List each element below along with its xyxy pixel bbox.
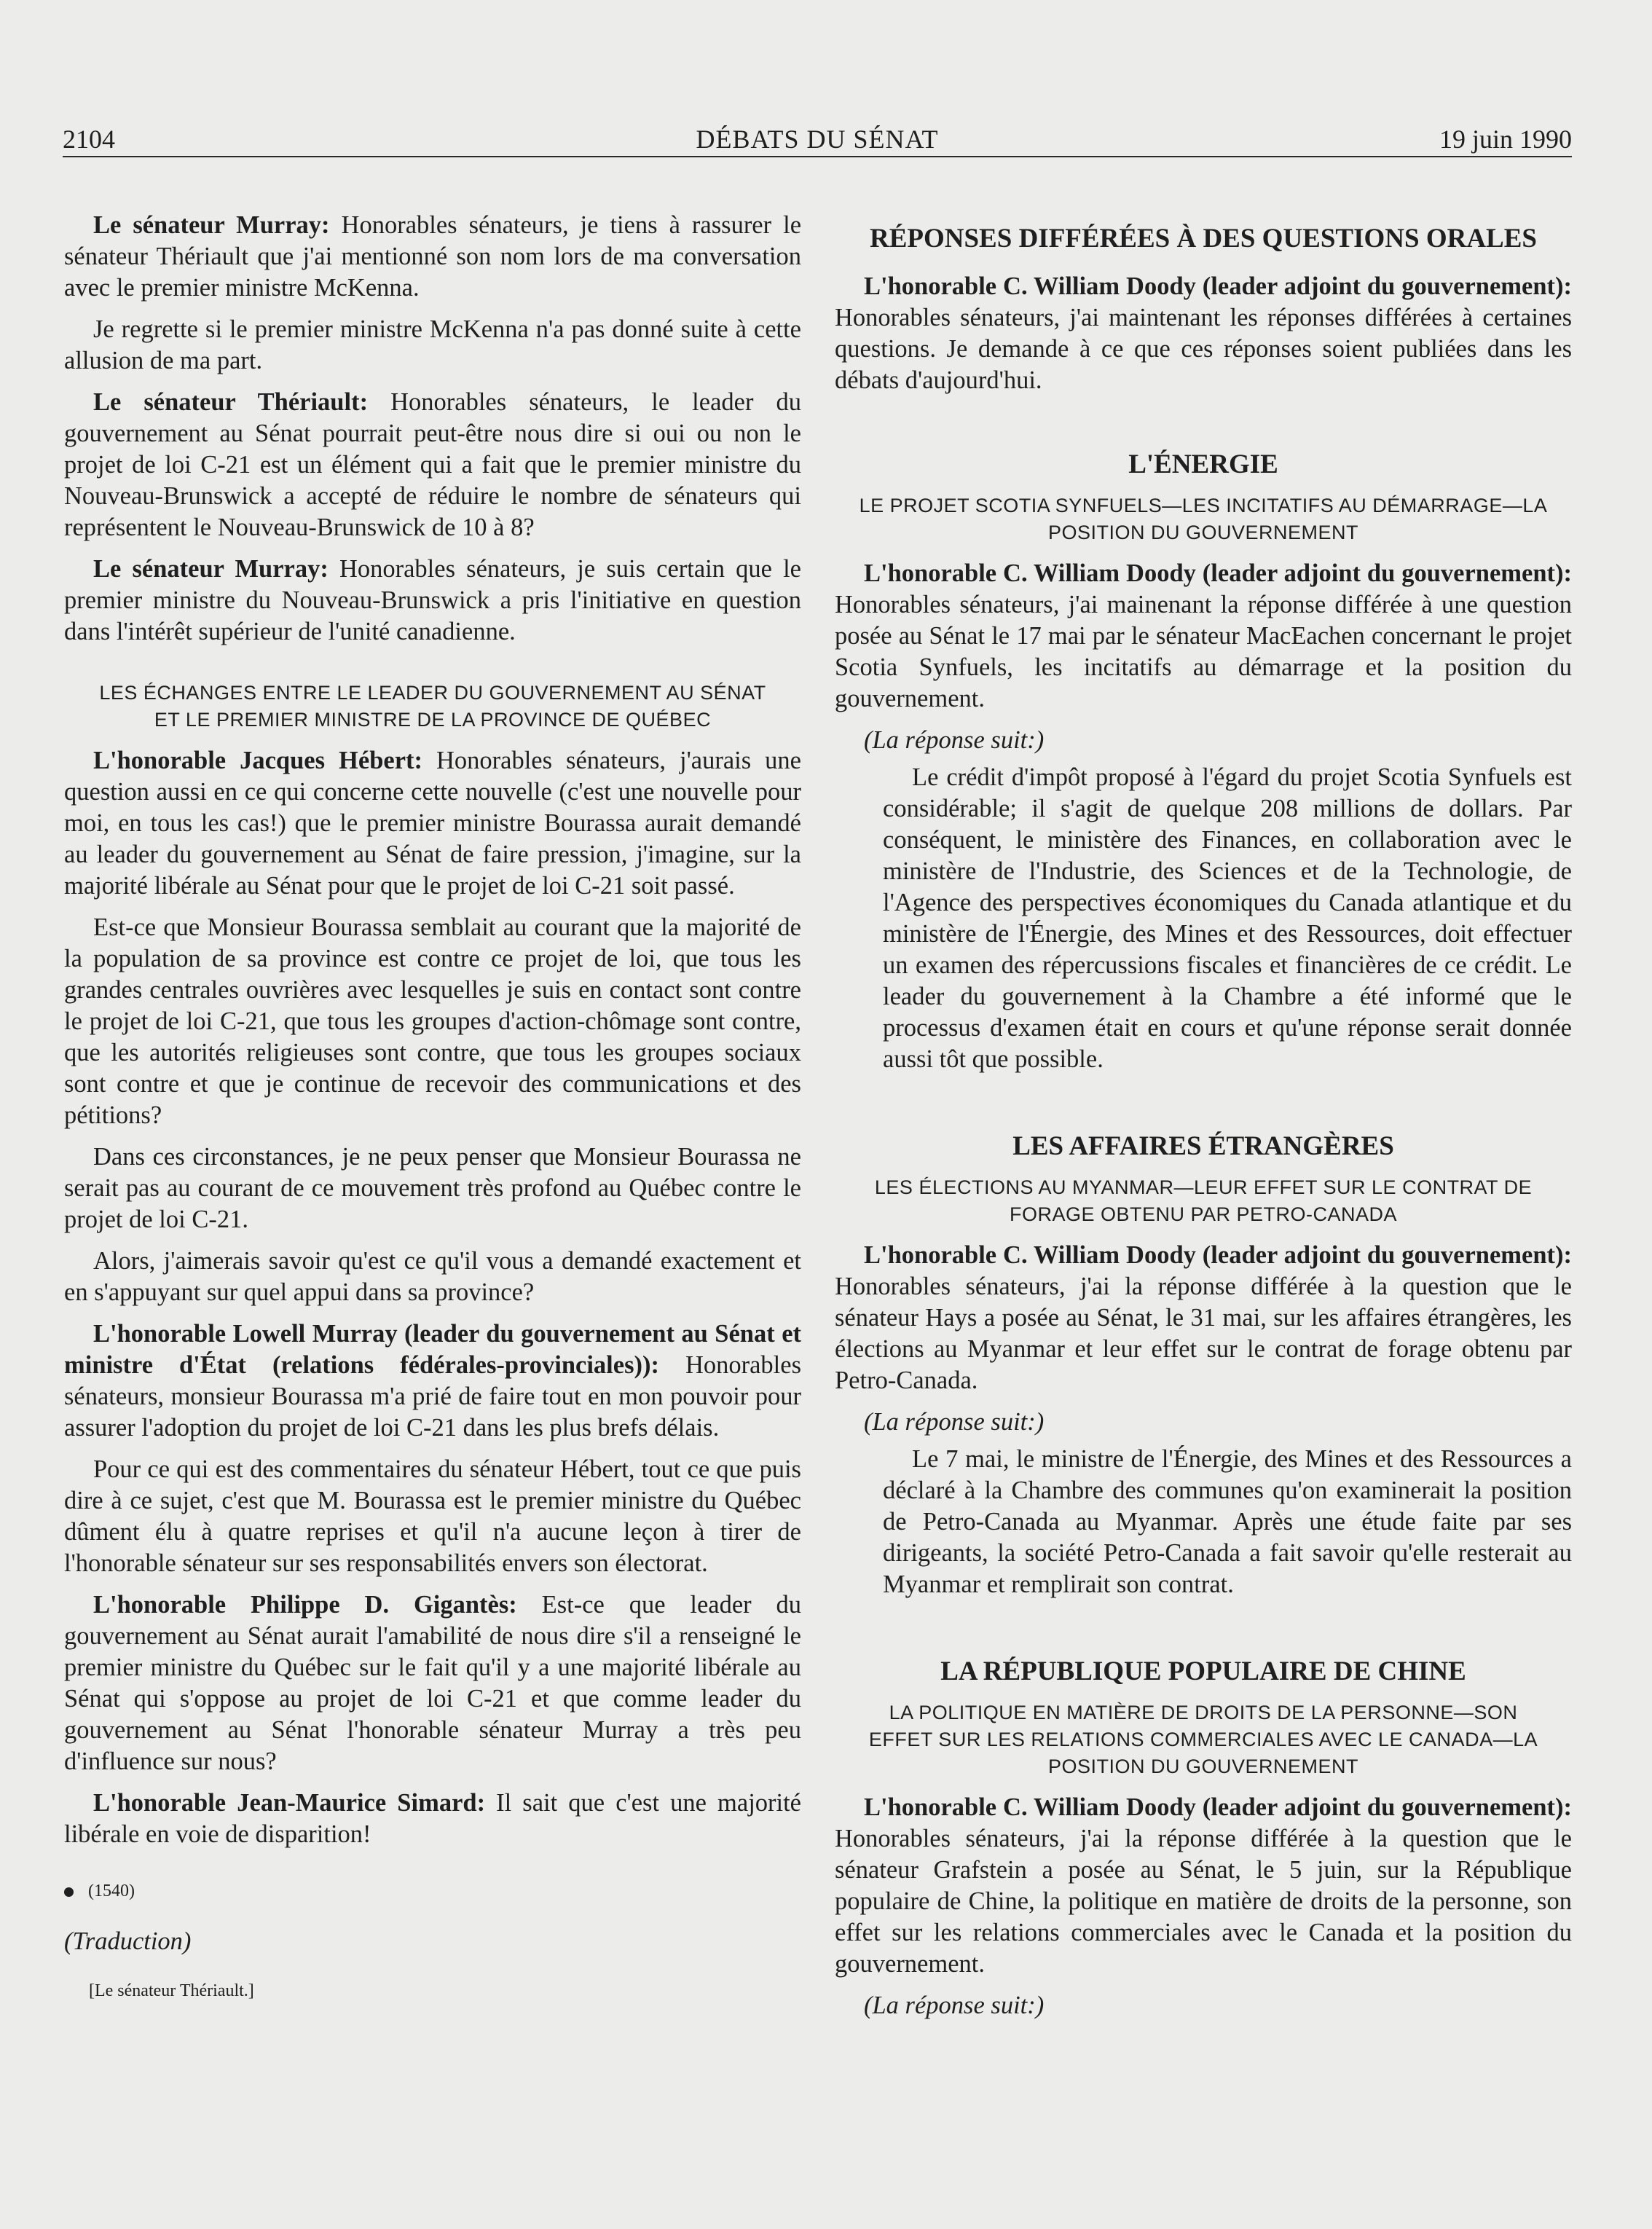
speech-text: Honorables sénateurs, monsieur Bourassa m'a prié de faire tout en mon pouvoir pour assurer l'adoption du projet de loi C-21 dans les plus brefs délais.	[64, 1351, 801, 1442]
speech-text: Est-ce que leader du gouvernement au Sénat aurait l'amabilité de nous dire s'il a renseigné le premier ministre du Québec sur le fait qu'il y a une majorité libérale au Sénat qui s'oppose au projet de loi C-21 et que comme leader du gouvernement au Sénat l'honorable sénateur Murray a très peu d'influence sur nous?	[64, 1591, 802, 1775]
paragraph	[835, 1792, 1572, 1980]
paragraph	[835, 558, 1572, 715]
speaker-name: L'honorable C. William Doody (leader adjoint du gouvernement):	[864, 559, 1572, 587]
speaker-name: L'honorable C. William Doody (leader adjoint du gouvernement):	[864, 272, 1572, 300]
paragraph	[64, 210, 801, 304]
paragraph	[64, 1589, 801, 1777]
section-heading: L'ÉNERGIE	[1128, 449, 1278, 479]
subheading: LA POLITIQUE EN MATIÈRE DE DROITS DE LA PERSONNE—SON EFFET SUR LES RELATIONS COMMERCIALES AVEC LE CANADA—LA POSITION DU GOUVERNEMENT	[868, 1702, 1538, 1777]
page-number: 2104	[63, 125, 115, 154]
time-stamp: (1540)	[88, 1882, 135, 1900]
right-column	[835, 210, 1572, 2027]
speaker-name: L'honorable C. William Doody (leader adjoint du gouvernement):	[864, 1241, 1572, 1269]
speaker-name: Le sénateur Thériault:	[93, 388, 369, 416]
paragraph: Dans ces circonstances, je ne peux penser que Monsieur Bourassa ne serait pas au courant de ce mouvement très profond au Québec contre le projet de loi C-21.	[64, 1143, 801, 1233]
paragraph	[64, 745, 801, 902]
speech-text: Honorables sénateurs, je suis certain que le premier ministre du Nouveau-Brunswick a pris l'initiative en question dans l'intérêt supérieur de l'unité canadienne.	[64, 555, 801, 645]
speech-text: Honorables sénateurs, le leader du gouvernement au Sénat pourrait peut-être nous dire si oui ou non le projet de loi C-21 est un élément qui a fait que le premier ministre du Nouveau-Brunswick a accepté de réduire le nombre de sénateurs qui représentent le Nouveau-Brunswick de 10 à 8?	[64, 388, 801, 541]
bullet-icon	[64, 1887, 74, 1897]
paragraph: Est-ce que Monsieur Bourassa semblait au courant que la majorité de la population de sa province est contre ce projet de loi, que tous les grandes centrales ouvrières avec lesquelles je suis en contact sont contre le projet de loi C-21, que tous les groupes d'action-chômage sont contre, que les autorités religieuses sont contre, que tous les groupes sociaux sont contre et que je continue de recevoir des communications et des pétitions?	[64, 913, 801, 1129]
translation-note	[64, 1926, 801, 1957]
paragraph: Alors, j'aimerais savoir qu'est ce qu'il vous a demandé exactement et en s'appuyant sur quel appui dans sa province?	[64, 1247, 801, 1306]
page-header	[63, 122, 1572, 157]
footnote: [Le sénateur Thériault.]	[89, 1981, 254, 2000]
subheading: LE PROJET SCOTIA SYNFUELS—LES INCITATIFS AU DÉMARRAGE—LA POSITION DU GOUVERNEMENT	[859, 495, 1548, 543]
left-column	[64, 210, 801, 2002]
speech-text: Honorables sénateurs, j'ai la réponse différée à la question que le sénateur Hays a posée au Sénat, le 31 mai, sur les affaires étrangères, les élections au Myanmar et leur effet sur le contrat de forage obtenu par Petro-Canada.	[835, 1273, 1572, 1394]
section-heading: LA RÉPUBLIQUE POPULAIRE DE CHINE	[940, 1656, 1466, 1686]
speaker-name: Le sénateur Murray:	[93, 555, 329, 583]
speech-text: Honorables sénateurs, j'aurais une question aussi en ce qui concerne cette nouvelle (c'est une nouvelle pour moi, en tous les cas!) que le premier ministre Bourassa aurait demandé au leader du gouvernement au Sénat de faire pression, j'imagine, sur la majorité libérale au Sénat pour que le projet de loi C-21 soit passé.	[64, 747, 801, 900]
speaker-name: Le sénateur Murray:	[93, 211, 330, 239]
speech-text: Honorables sénateurs, j'ai la réponse différée à la question que le sénateur Grafstein a posée au Sénat, le 5 juin, sur la République populaire de Chine, la politique en matière de droits de la personne, son effet sur les relations commerciales avec le Canada et la position du gouvernement.	[835, 1825, 1572, 1978]
page-date: 19 juin 1990	[1439, 125, 1572, 154]
speech-text: Honorables sénateurs, j'ai maintenant les réponses différées à certaines questions. Je demande à ce que ces réponses soient publiées dans les débats d'aujourd'hui.	[835, 304, 1572, 394]
speaker-name: L'honorable Jean-Maurice Simard:	[93, 1789, 486, 1817]
speaker-name: L'honorable C. William Doody (leader adjoint du gouvernement):	[864, 1793, 1572, 1821]
paragraph	[64, 1788, 801, 1850]
reply-label: (La réponse suit:)	[864, 726, 1045, 754]
answer-text: Le 7 mai, le ministre de l'Énergie, des Mines et des Ressources a déclaré à la Chambre des communes qu'on examinerait la position de Petro-Canada au Myanmar. Après une étude faite par ses dirigeants, la société Petro-Canada a fait savoir qu'elle resterait au Myanmar et remplirait son contrat.	[883, 1445, 1572, 1598]
page-title: DÉBATS DU SÉNAT	[696, 125, 939, 154]
speech-text: Il sait que c'est une majorité libérale en voie de disparition!	[64, 1789, 801, 1848]
section-heading: RÉPONSES DIFFÉRÉES À DES QUESTIONS ORALES	[869, 224, 1537, 253]
paragraph: Pour ce qui est des commentaires du sénateur Hébert, tout ce que puis dire à ce sujet, c'est que M. Bourassa est le premier ministre du Québec dûment élu à quatre reprises et qu'il n'a aucune leçon à tirer de l'honorable sénateur sur ses responsabilités envers son électorat.	[64, 1455, 801, 1577]
subheading: LES ÉCHANGES ENTRE LE LEADER DU GOUVERNEMENT AU SÉNAT ET LE PREMIER MINISTRE DE LA PROVINCE DE QUÉBEC	[99, 682, 766, 731]
answer-text: Le crédit d'impôt proposé à l'égard du projet Scotia Synfuels est considérable; il s'agit de quelque 208 millions de dollars. Par conséquent, le ministère des Finances, en collaboration avec le ministère de l'Industrie, des Sciences et de la Technologie, de l'Agence des perspectives économiques du Canada atlantique et du ministère de l'Énergie, des Mines et des Ressources, doit effectuer un examen des répercussions fiscales et financières de ce crédit. Le leader du gouvernement à la Chambre a été informé que le processus d'examen était en cours et qu'une réponse serait donnée aussi tôt que possible.	[883, 763, 1572, 1073]
speaker-name: L'honorable Jacques Hébert:	[93, 747, 422, 774]
speaker-name: L'honorable Lowell Murray (leader du gouvernement au Sénat et ministre d'État (relations fédérales-provinciales)):	[64, 1320, 801, 1379]
time-marker	[64, 1876, 801, 1906]
paragraph	[64, 1318, 801, 1444]
section-heading: LES AFFAIRES ÉTRANGÈRES	[1012, 1131, 1394, 1161]
reply-label: (La réponse suit:)	[864, 1408, 1045, 1436]
subheading: LES ÉLECTIONS AU MYANMAR—LEUR EFFET SUR LE CONTRAT DE FORAGE OBTENU PAR PETRO-CANADA	[874, 1176, 1533, 1225]
paragraph	[64, 387, 801, 543]
paragraph	[64, 554, 801, 648]
paragraph: Je regrette si le premier ministre McKenna n'a pas donné suite à cette allusion de ma part.	[64, 315, 801, 374]
translation-label: (Traduction)	[64, 1927, 192, 1955]
paragraph	[835, 1240, 1572, 1396]
speaker-name: L'honorable Philippe D. Gigantès:	[93, 1591, 517, 1619]
speech-text: Honorables sénateurs, j'ai mainenant la réponse différée à une question posée au Sénat le 17 mai par le sénateur MacEachen concernant le projet Scotia Synfuels, les incitatifs au démarrage et la position du gouvernement.	[835, 591, 1572, 712]
paragraph	[835, 271, 1572, 396]
speech-text: Honorables sénateurs, je tiens à rassurer le sénateur Thériault que j'ai mentionné son nom lors de ma conversation avec le premier ministre McKenna.	[64, 211, 802, 302]
reply-label: (La réponse suit:)	[864, 1992, 1045, 2019]
